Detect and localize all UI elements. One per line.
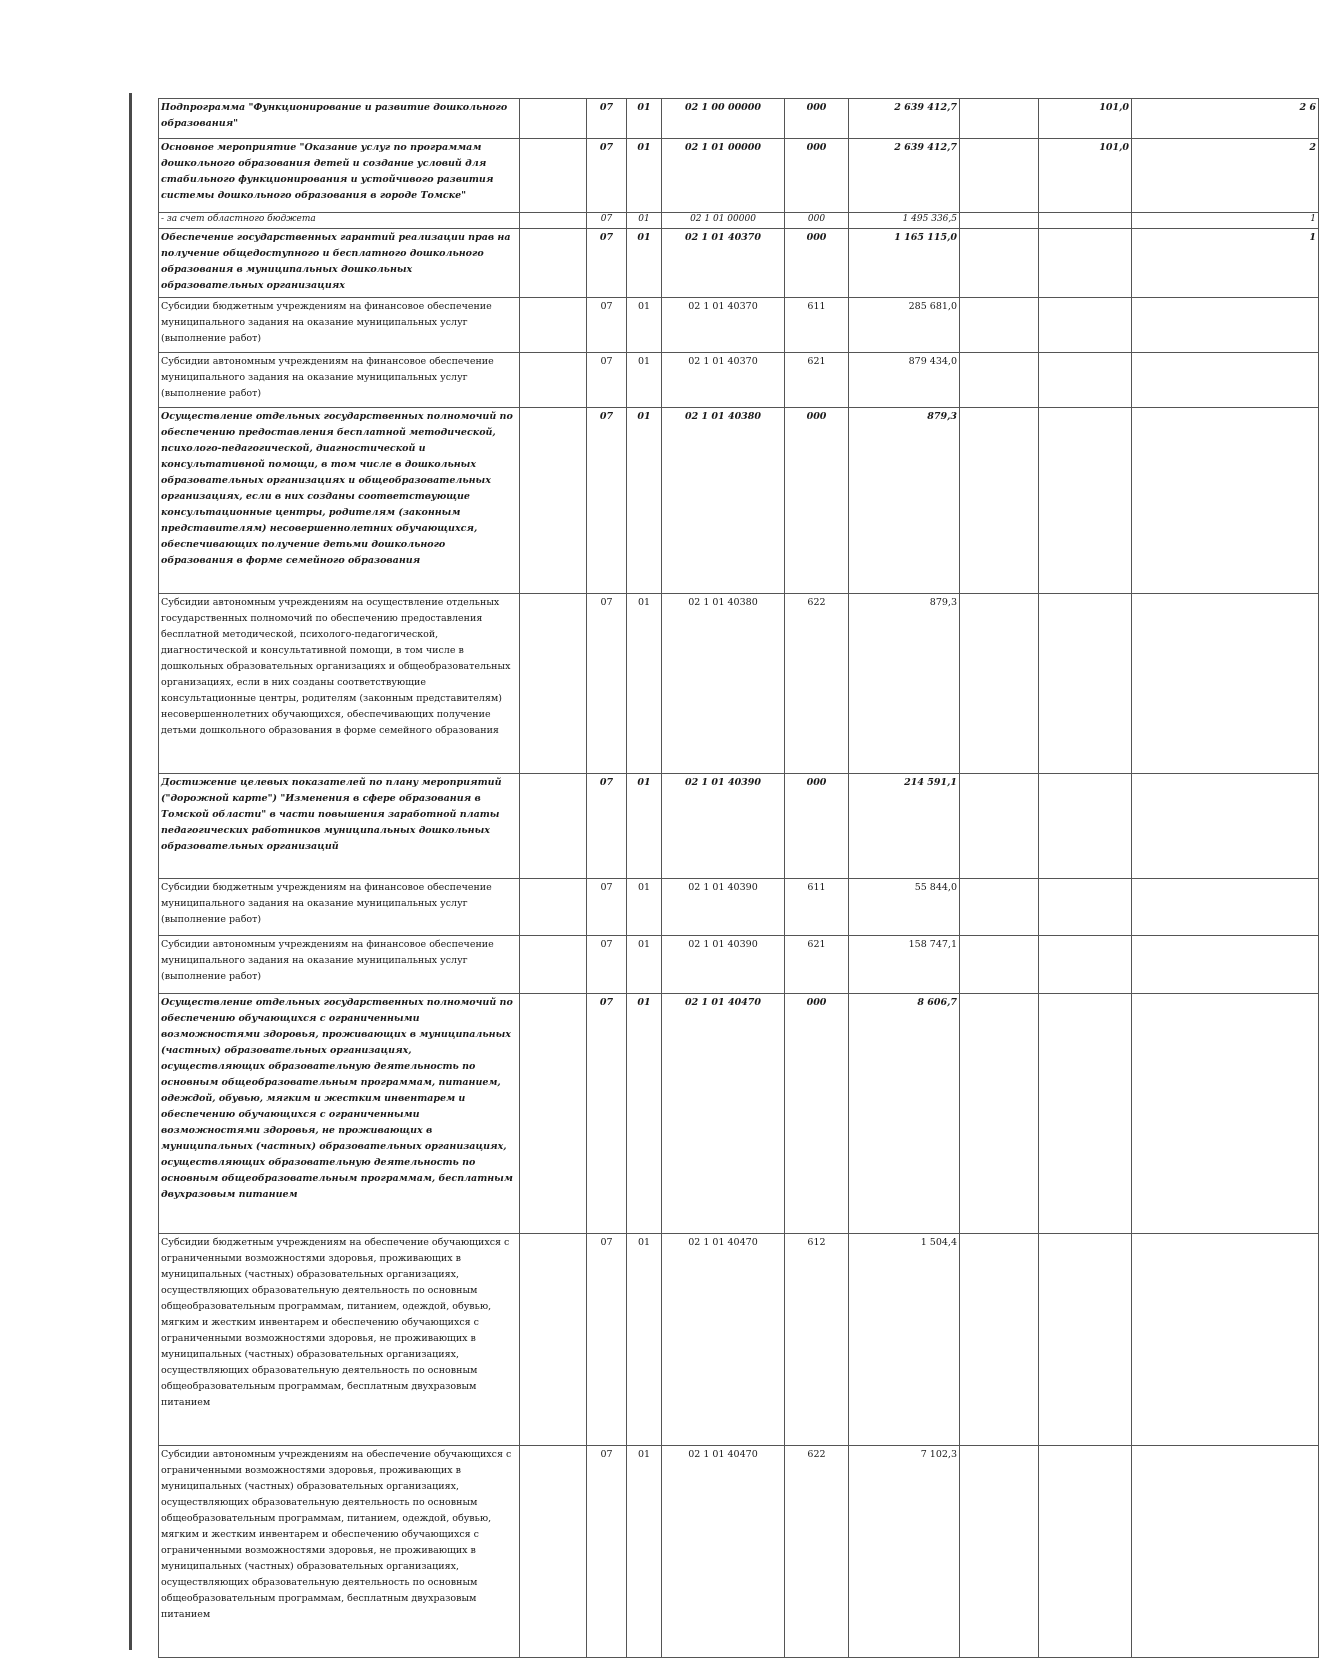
row-empty-cell bbox=[960, 936, 1039, 994]
left-margin-rule bbox=[129, 93, 132, 1650]
row-expense-type-code: 612 bbox=[785, 1234, 849, 1446]
row-expense-type-code: 622 bbox=[785, 1446, 849, 1658]
row-empty-cell bbox=[520, 353, 587, 408]
row-subsection-code: 01 bbox=[627, 298, 662, 353]
row-amount: 158 747,1 bbox=[849, 936, 960, 994]
row-percent bbox=[1039, 774, 1132, 879]
row-subsection-code: 01 bbox=[627, 1446, 662, 1658]
table-row bbox=[159, 1234, 1319, 1446]
row-percent: 101,0 bbox=[1039, 139, 1132, 213]
row-percent bbox=[1039, 213, 1132, 229]
row-section-code: 07 bbox=[587, 99, 627, 139]
row-section-code: 07 bbox=[587, 1446, 627, 1658]
row-next-value bbox=[1132, 1446, 1319, 1658]
row-target-article-code: 02 1 01 40380 bbox=[662, 408, 785, 594]
row-name: Основное мероприятие "Оказание услуг по программам дошкольного образования детей и создание условий для стабильного функционирования и устойчивого развития системы дошкольного образования в городе Томске" bbox=[159, 139, 520, 213]
row-name: Субсидии бюджетным учреждениям на финансовое обеспечение муниципального задания на оказание муниципальных услуг (выполнение работ) bbox=[159, 298, 520, 353]
row-section-code: 07 bbox=[587, 229, 627, 298]
row-percent bbox=[1039, 298, 1132, 353]
row-amount: 55 844,0 bbox=[849, 879, 960, 936]
row-empty-cell bbox=[960, 139, 1039, 213]
row-empty-cell bbox=[520, 99, 587, 139]
row-section-code: 07 bbox=[587, 139, 627, 213]
row-name: Субсидии автономным учреждениям на обеспечение обучающихся с ограниченными возможностями здоровья, проживающих в муниципальных (частных) образовательных организациях, осуществляющих образовательную деятельность по основным общеобразовательным программам, питанием, одеждой, обувью, мягким и жестким инвентарем и обеспечению обучающихся с ограниченными возможностями здоровья, не проживающих в муниципальных (частных) образовательных организациях, осуществляющих образовательную деятельность по основным общеобразовательным программам, бесплатным двухразовым питанием bbox=[159, 1446, 520, 1658]
row-expense-type-code: 000 bbox=[785, 774, 849, 879]
row-empty-cell bbox=[960, 229, 1039, 298]
row-name: Субсидии автономным учреждениям на финансовое обеспечение муниципального задания на оказание муниципальных услуг (выполнение работ) bbox=[159, 936, 520, 994]
row-target-article-code: 02 1 01 00000 bbox=[662, 213, 785, 229]
row-name: Субсидии автономным учреждениям на финансовое обеспечение муниципального задания на оказание муниципальных услуг (выполнение работ) bbox=[159, 353, 520, 408]
row-percent bbox=[1039, 994, 1132, 1234]
row-target-article-code: 02 1 01 40390 bbox=[662, 879, 785, 936]
row-empty-cell bbox=[520, 408, 587, 594]
row-subsection-code: 01 bbox=[627, 1234, 662, 1446]
row-empty-cell bbox=[960, 594, 1039, 774]
row-expense-type-code: 621 bbox=[785, 936, 849, 994]
row-expense-type-code: 000 bbox=[785, 408, 849, 594]
table-row bbox=[159, 594, 1319, 774]
row-next-value bbox=[1132, 936, 1319, 994]
row-subsection-code: 01 bbox=[627, 139, 662, 213]
row-target-article-code: 02 1 01 40390 bbox=[662, 936, 785, 994]
row-section-code: 07 bbox=[587, 879, 627, 936]
row-amount: 879,3 bbox=[849, 594, 960, 774]
row-target-article-code: 02 1 01 00000 bbox=[662, 139, 785, 213]
row-subsection-code: 01 bbox=[627, 774, 662, 879]
row-next-value bbox=[1132, 408, 1319, 594]
table-row bbox=[159, 774, 1319, 879]
row-target-article-code: 02 1 01 40370 bbox=[662, 229, 785, 298]
row-next-value: 1 bbox=[1132, 213, 1319, 229]
row-name: Достижение целевых показателей по плану мероприятий ("дорожной карте") "Изменения в сфере образования в Томской области" в части повышения заработной платы педагогических работников муниципальных дошкольных образовательных организаций bbox=[159, 774, 520, 879]
row-name: Осуществление отдельных государственных полномочий по обеспечению обучающихся с ограниченными возможностями здоровья, проживающих в муниципальных (частных) образовательных организациях, осуществляющих образовательную деятельность по основным общеобразовательным программам, питанием, одеждой, обувью, мягким и жестким инвентарем и обеспечению обучающихся с ограниченными возможностями здоровья, не проживающих в муниципальных (частных) образовательных организациях, осуществляющих образовательную деятельность по основным общеобразовательным программам, бесплатным двухразовым питанием bbox=[159, 994, 520, 1234]
row-percent bbox=[1039, 229, 1132, 298]
row-name: Осуществление отдельных государственных полномочий по обеспечению предоставления бесплатной методической, психолого-педагогической, диагностической и консультативной помощи, в том числе в дошкольных образовательных организациях и общеобразовательных организациях, если в них созданы соответствующие консультационные центры, родителям (законным представителям) несовершеннолетних обучающихся, обеспечивающих получение детьми дошкольного образования в форме семейного образования bbox=[159, 408, 520, 594]
table-row bbox=[159, 229, 1319, 298]
row-amount: 879,3 bbox=[849, 408, 960, 594]
row-amount: 1 495 336,5 bbox=[849, 213, 960, 229]
row-target-article-code: 02 1 01 40470 bbox=[662, 1234, 785, 1446]
row-section-code: 07 bbox=[587, 408, 627, 594]
row-next-value bbox=[1132, 298, 1319, 353]
row-target-article-code: 02 1 01 40470 bbox=[662, 1446, 785, 1658]
row-next-value bbox=[1132, 594, 1319, 774]
row-name: Субсидии бюджетным учреждениям на финансовое обеспечение муниципального задания на оказание муниципальных услуг (выполнение работ) bbox=[159, 879, 520, 936]
row-empty-cell bbox=[520, 879, 587, 936]
budget-table-body bbox=[159, 99, 1319, 1658]
table-row bbox=[159, 994, 1319, 1234]
table-row bbox=[159, 408, 1319, 594]
table-row bbox=[159, 99, 1319, 139]
row-empty-cell bbox=[960, 353, 1039, 408]
row-section-code: 07 bbox=[587, 353, 627, 408]
row-expense-type-code: 000 bbox=[785, 99, 849, 139]
row-name: Обеспечение государственных гарантий реализации прав на получение общедоступного и бесплатного дошкольного образования в муниципальных дошкольных образовательных организациях bbox=[159, 229, 520, 298]
row-expense-type-code: 000 bbox=[785, 213, 849, 229]
table-row bbox=[159, 353, 1319, 408]
row-amount: 285 681,0 bbox=[849, 298, 960, 353]
row-percent bbox=[1039, 936, 1132, 994]
row-expense-type-code: 621 bbox=[785, 353, 849, 408]
row-next-value bbox=[1132, 994, 1319, 1234]
row-empty-cell bbox=[960, 213, 1039, 229]
table-row bbox=[159, 1446, 1319, 1658]
row-empty-cell bbox=[520, 229, 587, 298]
row-percent bbox=[1039, 594, 1132, 774]
row-percent bbox=[1039, 1234, 1132, 1446]
row-amount: 1 165 115,0 bbox=[849, 229, 960, 298]
row-expense-type-code: 611 bbox=[785, 879, 849, 936]
row-expense-type-code: 000 bbox=[785, 229, 849, 298]
row-name: Субсидии бюджетным учреждениям на обеспечение обучающихся с ограниченными возможностями здоровья, проживающих в муниципальных (частных) образовательных организациях, осуществляющих образовательную деятельность по основным общеобразовательным программам, питанием, одеждой, обувью, мягким и жестким инвентарем и обеспечению обучающихся с ограниченными возможностями здоровья, не проживающих в муниципальных (частных) образовательных организациях, осуществляющих образовательную деятельность по основным общеобразовательным программам, бесплатным двухразовым питанием bbox=[159, 1234, 520, 1446]
row-empty-cell bbox=[960, 298, 1039, 353]
row-target-article-code: 02 1 01 40380 bbox=[662, 594, 785, 774]
row-empty-cell bbox=[960, 994, 1039, 1234]
row-section-code: 07 bbox=[587, 298, 627, 353]
row-empty-cell bbox=[520, 594, 587, 774]
row-next-value bbox=[1132, 1234, 1319, 1446]
row-target-article-code: 02 1 01 40370 bbox=[662, 353, 785, 408]
row-name: Подпрограмма "Функционирование и развитие дошкольного образования" bbox=[159, 99, 520, 139]
row-empty-cell bbox=[960, 1446, 1039, 1658]
row-section-code: 07 bbox=[587, 994, 627, 1234]
row-empty-cell bbox=[520, 1234, 587, 1446]
row-target-article-code: 02 1 01 40390 bbox=[662, 774, 785, 879]
row-expense-type-code: 622 bbox=[785, 594, 849, 774]
row-amount: 214 591,1 bbox=[849, 774, 960, 879]
row-amount: 2 639 412,7 bbox=[849, 99, 960, 139]
table-row bbox=[159, 213, 1319, 229]
row-empty-cell bbox=[520, 139, 587, 213]
budget-table bbox=[158, 98, 1319, 1658]
row-subsection-code: 01 bbox=[627, 99, 662, 139]
row-next-value: 2 6 bbox=[1132, 99, 1319, 139]
row-section-code: 07 bbox=[587, 774, 627, 879]
row-section-code: 07 bbox=[587, 594, 627, 774]
row-empty-cell bbox=[960, 879, 1039, 936]
row-empty-cell bbox=[520, 1446, 587, 1658]
row-empty-cell bbox=[960, 1234, 1039, 1446]
row-name: Субсидии автономным учреждениям на осуществление отдельных государственных полномочий по обеспечению предоставления бесплатной методической, психолого-педагогической, диагностической и консультативной помощи, в том числе в дошкольных образовательных организациях и общеобразовательных организациях, если в них созданы соответствующие консультационные центры, родителям (законным представителям) несовершеннолетних обучающихся, обеспечивающих получение детьми дошкольного образования в форме семейного образования bbox=[159, 594, 520, 774]
row-amount: 1 504,4 bbox=[849, 1234, 960, 1446]
row-section-code: 07 bbox=[587, 936, 627, 994]
row-percent bbox=[1039, 879, 1132, 936]
row-subsection-code: 01 bbox=[627, 994, 662, 1234]
table-row bbox=[159, 936, 1319, 994]
row-subsection-code: 01 bbox=[627, 353, 662, 408]
row-empty-cell bbox=[960, 408, 1039, 594]
row-next-value bbox=[1132, 879, 1319, 936]
row-empty-cell bbox=[520, 298, 587, 353]
row-subsection-code: 01 bbox=[627, 229, 662, 298]
row-expense-type-code: 611 bbox=[785, 298, 849, 353]
row-amount: 879 434,0 bbox=[849, 353, 960, 408]
row-empty-cell bbox=[520, 213, 587, 229]
row-subsection-code: 01 bbox=[627, 594, 662, 774]
row-empty-cell bbox=[960, 774, 1039, 879]
row-next-value: 1 bbox=[1132, 229, 1319, 298]
row-percent bbox=[1039, 353, 1132, 408]
row-target-article-code: 02 1 01 40470 bbox=[662, 994, 785, 1234]
row-next-value bbox=[1132, 353, 1319, 408]
table-row bbox=[159, 139, 1319, 213]
budget-table-viewport bbox=[158, 98, 1316, 1650]
row-expense-type-code: 000 bbox=[785, 994, 849, 1234]
table-row bbox=[159, 298, 1319, 353]
table-row bbox=[159, 879, 1319, 936]
row-amount: 8 606,7 bbox=[849, 994, 960, 1234]
row-empty-cell bbox=[960, 99, 1039, 139]
row-subsection-code: 01 bbox=[627, 213, 662, 229]
row-target-article-code: 02 1 01 40370 bbox=[662, 298, 785, 353]
row-section-code: 07 bbox=[587, 213, 627, 229]
row-empty-cell bbox=[520, 774, 587, 879]
row-percent: 101,0 bbox=[1039, 99, 1132, 139]
row-subsection-code: 01 bbox=[627, 879, 662, 936]
row-amount: 2 639 412,7 bbox=[849, 139, 960, 213]
row-next-value: 2 bbox=[1132, 139, 1319, 213]
row-next-value bbox=[1132, 774, 1319, 879]
row-percent bbox=[1039, 408, 1132, 594]
row-target-article-code: 02 1 00 00000 bbox=[662, 99, 785, 139]
row-expense-type-code: 000 bbox=[785, 139, 849, 213]
row-subsection-code: 01 bbox=[627, 408, 662, 594]
row-subsection-code: 01 bbox=[627, 936, 662, 994]
row-empty-cell bbox=[520, 936, 587, 994]
row-amount: 7 102,3 bbox=[849, 1446, 960, 1658]
row-section-code: 07 bbox=[587, 1234, 627, 1446]
row-empty-cell bbox=[520, 994, 587, 1234]
row-percent bbox=[1039, 1446, 1132, 1658]
row-name: - за счет областного бюджета bbox=[159, 213, 520, 229]
